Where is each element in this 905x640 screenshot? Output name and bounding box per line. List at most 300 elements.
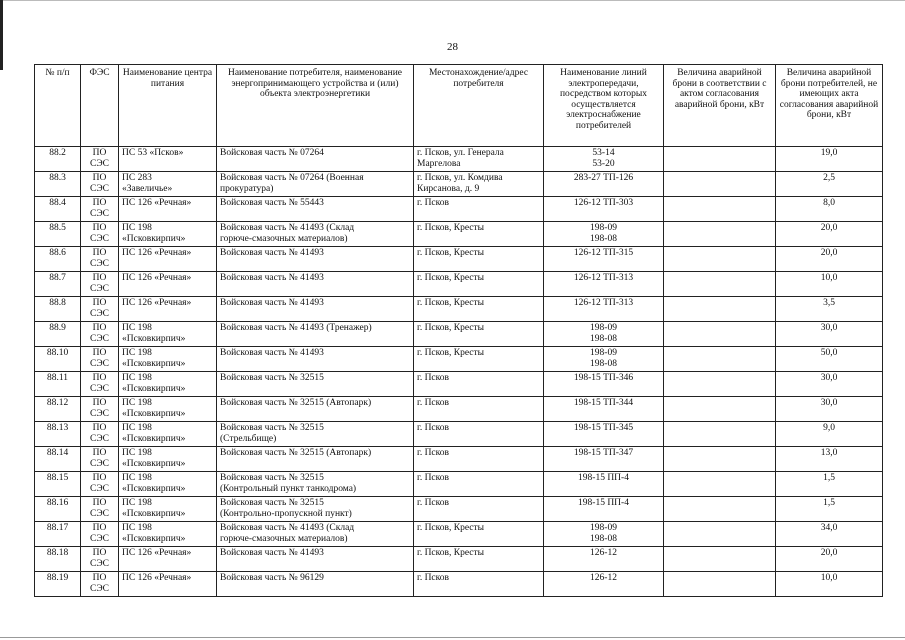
cell-num: 88.19: [35, 572, 81, 597]
cell-line: г. Псков: [417, 498, 450, 508]
cell-line: 283-27 ТП-126: [573, 173, 634, 183]
page-number: 28: [447, 41, 458, 53]
cell-line: ПС 126 «Речная»: [122, 573, 192, 583]
cell-line: «Псковкирпич»: [122, 508, 186, 519]
table-row: [35, 572, 883, 597]
cell-line: «Псковкирпич»: [122, 458, 186, 469]
cell-num: 88.13: [35, 422, 81, 447]
cell-num: 88.4: [35, 197, 81, 222]
cell-center: [119, 397, 217, 422]
scan-edge-top: [0, 0, 905, 1]
cell-consumer: [217, 497, 414, 522]
cell-line: 198-08: [590, 333, 617, 344]
cell-fes: [81, 522, 119, 547]
cell-fes: [81, 272, 119, 297]
cell-lines: [544, 372, 664, 397]
cell-line: Войсковая часть № 41493: [220, 248, 324, 258]
cell-center: [119, 472, 217, 497]
cell-location: [414, 422, 544, 447]
cell-line: СЭС: [90, 308, 109, 319]
header-reserve-with-act: Величина аварийной брони в соответствии с актом согласования аварийной брони, кВт: [664, 65, 776, 147]
table-row: [35, 297, 883, 322]
cell-location: [414, 172, 544, 197]
cell-line: г. Псков: [417, 473, 450, 483]
cell-reserve-with-act: [664, 572, 776, 597]
cell-fes: [81, 447, 119, 472]
cell-line: СЭС: [90, 358, 109, 369]
cell-reserve-with-act: [664, 547, 776, 572]
cell-line: ПО: [92, 548, 107, 558]
cell-reserve-without-act: 50,0: [776, 347, 883, 372]
cell-center: [119, 547, 217, 572]
cell-num: 88.18: [35, 547, 81, 572]
cell-line: «Завеличье»: [122, 183, 173, 194]
cell-line: (Контрольный пункт танкодрома): [220, 483, 357, 494]
cell-num: 88.11: [35, 372, 81, 397]
cell-line: 198-15 ТП-346: [573, 373, 634, 383]
cell-line: «Псковкирпич»: [122, 233, 186, 244]
cell-line: г. Псков, ул. Генерала: [417, 148, 504, 158]
cell-line: ПС 126 «Речная»: [122, 248, 192, 258]
cell-line: СЭС: [90, 408, 109, 419]
cell-location: [414, 522, 544, 547]
cell-line: ПС 198: [122, 223, 152, 233]
cell-location: [414, 497, 544, 522]
cell-center: [119, 197, 217, 222]
cell-line: 198-09: [590, 323, 617, 333]
cell-reserve-with-act: [664, 422, 776, 447]
cell-consumer: [217, 222, 414, 247]
cell-lines: [544, 397, 664, 422]
cell-consumer: [217, 172, 414, 197]
cell-reserve-with-act: [664, 222, 776, 247]
cell-fes: [81, 572, 119, 597]
cell-reserve-with-act: [664, 172, 776, 197]
cell-line: г. Псков: [417, 198, 450, 208]
cell-line: «Псковкирпич»: [122, 433, 186, 444]
cell-location: [414, 322, 544, 347]
cell-reserve-without-act: 30,0: [776, 322, 883, 347]
cell-consumer: [217, 322, 414, 347]
cell-fes: [81, 497, 119, 522]
cell-reserve-with-act: [664, 247, 776, 272]
cell-consumer: [217, 572, 414, 597]
header-location: Местонахождение/адрес потребителя: [414, 65, 544, 147]
cell-consumer: [217, 197, 414, 222]
cell-line: Войсковая часть № 32515: [220, 373, 324, 383]
cell-line: г. Псков: [417, 423, 450, 433]
cell-reserve-with-act: [664, 497, 776, 522]
cell-center: [119, 272, 217, 297]
cell-fes: [81, 422, 119, 447]
cell-line: 198-15 ТП-345: [573, 423, 634, 433]
cell-center: [119, 447, 217, 472]
cell-line: СЭС: [90, 558, 109, 569]
cell-fes: [81, 197, 119, 222]
cell-location: [414, 222, 544, 247]
cell-line: 198-15 ПП-4: [578, 498, 629, 508]
cell-num: 88.7: [35, 272, 81, 297]
cell-consumer: [217, 547, 414, 572]
cell-center: [119, 572, 217, 597]
cell-line: г. Псков, Кресты: [417, 223, 485, 233]
cell-reserve-with-act: [664, 322, 776, 347]
cell-line: СЭС: [90, 208, 109, 219]
cell-consumer: [217, 472, 414, 497]
cell-num: 88.6: [35, 247, 81, 272]
table-row: [35, 172, 883, 197]
cell-location: [414, 272, 544, 297]
table-body: [35, 147, 883, 597]
cell-center: [119, 147, 217, 172]
cell-line: СЭС: [90, 283, 109, 294]
cell-reserve-with-act: [664, 472, 776, 497]
cell-consumer: [217, 422, 414, 447]
cell-line: ПО: [92, 373, 107, 383]
cell-line: Войсковая часть № 55443: [220, 198, 324, 208]
cell-line: 126-12 ТП-303: [573, 198, 634, 208]
table-row: [35, 147, 883, 172]
cell-line: СЭС: [90, 183, 109, 194]
header-lines: Наименование линий электропередачи, посредством которых осуществляется электроснабжение потребителей: [544, 65, 664, 147]
cell-line: СЭС: [90, 383, 109, 394]
cell-center: [119, 347, 217, 372]
cell-consumer: [217, 397, 414, 422]
cell-line: прокуратура): [220, 183, 274, 194]
cell-line: ПС 198: [122, 498, 152, 508]
cell-lines: [544, 197, 664, 222]
table-row: [35, 422, 883, 447]
cell-fes: [81, 547, 119, 572]
cell-reserve-with-act: [664, 372, 776, 397]
cell-reserve-without-act: 30,0: [776, 397, 883, 422]
cell-lines: [544, 272, 664, 297]
table-row: [35, 372, 883, 397]
table-header-row: [35, 65, 883, 147]
cell-line: Войсковая часть № 96129: [220, 573, 324, 583]
cell-lines: [544, 297, 664, 322]
cell-location: [414, 297, 544, 322]
cell-consumer: [217, 147, 414, 172]
cell-reserve-without-act: 20,0: [776, 247, 883, 272]
cell-lines: [544, 422, 664, 447]
cell-line: 198-09: [590, 223, 617, 233]
cell-line: «Псковкирпич»: [122, 333, 186, 344]
cell-line: Войсковая часть № 41493 (Склад: [220, 523, 355, 533]
cell-line: ПО: [92, 298, 107, 308]
cell-consumer: [217, 372, 414, 397]
cell-reserve-with-act: [664, 147, 776, 172]
cell-line: Войсковая часть № 07264 (Военная: [220, 173, 364, 183]
cell-fes: [81, 347, 119, 372]
reserve-table: [34, 64, 883, 597]
cell-location: [414, 472, 544, 497]
cell-num: 88.12: [35, 397, 81, 422]
cell-reserve-without-act: 3,5: [776, 297, 883, 322]
cell-reserve-with-act: [664, 522, 776, 547]
cell-lines: [544, 497, 664, 522]
table-row: [35, 197, 883, 222]
cell-line: 198-09: [590, 523, 617, 533]
scan-edge-left: [0, 0, 3, 70]
cell-line: 198-15 ТП-344: [573, 398, 634, 408]
cell-line: ПО: [92, 323, 107, 333]
cell-reserve-without-act: 10,0: [776, 272, 883, 297]
cell-line: ПС 283: [122, 173, 152, 183]
cell-line: (Стрельбище): [220, 433, 277, 444]
cell-line: СЭС: [90, 333, 109, 344]
cell-line: (Контрольно-пропускной пункт): [220, 508, 352, 519]
cell-lines: [544, 322, 664, 347]
table-row: [35, 397, 883, 422]
cell-line: «Псковкирпич»: [122, 358, 186, 369]
cell-lines: [544, 447, 664, 472]
header-num: № п/п: [35, 65, 81, 147]
cell-line: ПС 198: [122, 473, 152, 483]
cell-lines: [544, 172, 664, 197]
cell-line: ПО: [92, 173, 107, 183]
cell-line: ПО: [92, 248, 107, 258]
cell-line: СЭС: [90, 483, 109, 494]
cell-line: ПС 198: [122, 398, 152, 408]
cell-line: 198-15 ТП-347: [573, 448, 634, 458]
cell-lines: [544, 147, 664, 172]
table-row: [35, 522, 883, 547]
cell-line: Войсковая часть № 41493 (Тренажер): [220, 323, 372, 333]
cell-consumer: [217, 247, 414, 272]
cell-line: ПС 53 «Псков»: [122, 148, 184, 158]
cell-location: [414, 347, 544, 372]
cell-center: [119, 372, 217, 397]
cell-consumer: [217, 347, 414, 372]
cell-lines: [544, 572, 664, 597]
cell-line: г. Псков, Кресты: [417, 323, 485, 333]
cell-center: [119, 497, 217, 522]
cell-num: 88.8: [35, 297, 81, 322]
cell-line: г. Псков: [417, 398, 450, 408]
cell-line: ПС 126 «Речная»: [122, 548, 192, 558]
cell-reserve-with-act: [664, 347, 776, 372]
cell-lines: [544, 472, 664, 497]
cell-line: горюче-смазочных материалов): [220, 233, 348, 244]
cell-fes: [81, 297, 119, 322]
cell-reserve-without-act: 8,0: [776, 197, 883, 222]
cell-line: г. Псков, ул. Комдива: [417, 173, 503, 183]
cell-line: г. Псков, Кресты: [417, 548, 485, 558]
header-fes: ФЭС: [81, 65, 119, 147]
cell-line: Войсковая часть № 41493: [220, 298, 324, 308]
cell-line: ПО: [92, 198, 107, 208]
cell-line: 126-12 ТП-315: [573, 248, 634, 258]
cell-center: [119, 322, 217, 347]
cell-line: ПО: [92, 573, 107, 583]
cell-num: 88.2: [35, 147, 81, 172]
cell-reserve-with-act: [664, 297, 776, 322]
cell-line: СЭС: [90, 533, 109, 544]
cell-reserve-without-act: 13,0: [776, 447, 883, 472]
cell-lines: [544, 547, 664, 572]
cell-line: г. Псков, Кресты: [417, 348, 485, 358]
cell-line: СЭС: [90, 233, 109, 244]
cell-line: г. Псков: [417, 448, 450, 458]
cell-line: ПО: [92, 423, 107, 433]
cell-location: [414, 547, 544, 572]
cell-line: ПО: [92, 148, 107, 158]
cell-line: 126-12: [590, 548, 617, 558]
cell-line: г. Псков, Кресты: [417, 248, 485, 258]
cell-reserve-with-act: [664, 447, 776, 472]
scan-edge-bottom: [0, 637, 905, 638]
header-consumer: Наименование потребителя, наименование энергопринимающего устройства и (или) объекта электроэнергетики: [217, 65, 414, 147]
cell-line: ПО: [92, 523, 107, 533]
cell-line: Войсковая часть № 32515 (Автопарк): [220, 398, 372, 408]
cell-line: «Псковкирпич»: [122, 483, 186, 494]
cell-reserve-without-act: 9,0: [776, 422, 883, 447]
cell-line: 198-15 ПП-4: [578, 473, 629, 483]
cell-line: г. Псков: [417, 373, 450, 383]
cell-line: Войсковая часть № 41493: [220, 548, 324, 558]
cell-line: Войсковая часть № 32515 (Автопарк): [220, 448, 372, 458]
table-row: [35, 472, 883, 497]
cell-num: 88.3: [35, 172, 81, 197]
cell-line: Войсковая часть № 32515: [220, 498, 324, 508]
cell-location: [414, 447, 544, 472]
cell-location: [414, 247, 544, 272]
cell-line: СЭС: [90, 433, 109, 444]
cell-line: 126-12 ТП-313: [573, 273, 634, 283]
cell-fes: [81, 472, 119, 497]
cell-reserve-with-act: [664, 272, 776, 297]
cell-lines: [544, 247, 664, 272]
cell-reserve-without-act: 20,0: [776, 222, 883, 247]
cell-line: ПС 198: [122, 523, 152, 533]
table-row: [35, 247, 883, 272]
cell-line: СЭС: [90, 583, 109, 594]
cell-center: [119, 222, 217, 247]
cell-fes: [81, 222, 119, 247]
cell-line: 126-12 ТП-313: [573, 298, 634, 308]
cell-reserve-without-act: 2,5: [776, 172, 883, 197]
cell-line: ПО: [92, 273, 107, 283]
cell-location: [414, 147, 544, 172]
cell-consumer: [217, 522, 414, 547]
cell-line: Войсковая часть № 41493 (Склад: [220, 223, 355, 233]
cell-reserve-without-act: 1,5: [776, 472, 883, 497]
cell-location: [414, 572, 544, 597]
cell-num: 88.5: [35, 222, 81, 247]
header-reserve-without-act: Величина аварийной брони потребителей, не имеющих акта согласования аварийной брони, кВт: [776, 65, 883, 147]
cell-line: «Псковкирпич»: [122, 383, 186, 394]
cell-consumer: [217, 272, 414, 297]
cell-line: ПС 198: [122, 348, 152, 358]
cell-line: ПС 126 «Речная»: [122, 298, 192, 308]
cell-num: 88.17: [35, 522, 81, 547]
cell-fes: [81, 372, 119, 397]
cell-fes: [81, 397, 119, 422]
table-row: [35, 547, 883, 572]
cell-line: ПО: [92, 348, 107, 358]
cell-lines: [544, 347, 664, 372]
header-center: Наименование центра питания: [119, 65, 217, 147]
cell-num: 88.16: [35, 497, 81, 522]
cell-line: ПС 198: [122, 423, 152, 433]
cell-line: ПС 198: [122, 373, 152, 383]
cell-line: Войсковая часть № 32515: [220, 423, 324, 433]
cell-line: ПС 198: [122, 323, 152, 333]
cell-reserve-with-act: [664, 397, 776, 422]
cell-line: ПС 126 «Речная»: [122, 273, 192, 283]
cell-fes: [81, 322, 119, 347]
cell-line: горюче-смазочных материалов): [220, 533, 348, 544]
cell-reserve-with-act: [664, 197, 776, 222]
cell-line: 53-20: [592, 158, 615, 169]
table-row: [35, 322, 883, 347]
cell-line: СЭС: [90, 158, 109, 169]
cell-line: 198-08: [590, 533, 617, 544]
cell-line: Маргелова: [417, 158, 461, 169]
cell-location: [414, 372, 544, 397]
cell-reserve-without-act: 20,0: [776, 547, 883, 572]
cell-lines: [544, 522, 664, 547]
cell-center: [119, 247, 217, 272]
cell-line: «Псковкирпич»: [122, 533, 186, 544]
cell-consumer: [217, 297, 414, 322]
cell-center: [119, 297, 217, 322]
cell-line: Кирсанова, д. 9: [417, 183, 480, 194]
table-row: [35, 447, 883, 472]
cell-num: 88.15: [35, 472, 81, 497]
cell-line: СЭС: [90, 258, 109, 269]
cell-consumer: [217, 447, 414, 472]
cell-center: [119, 522, 217, 547]
cell-num: 88.9: [35, 322, 81, 347]
cell-fes: [81, 247, 119, 272]
cell-line: 198-08: [590, 358, 617, 369]
cell-line: «Псковкирпич»: [122, 408, 186, 419]
cell-line: 126-12: [590, 573, 617, 583]
cell-line: г. Псков, Кресты: [417, 273, 485, 283]
cell-line: г. Псков: [417, 573, 450, 583]
cell-line: 198-09: [590, 348, 617, 358]
cell-reserve-without-act: 30,0: [776, 372, 883, 397]
cell-line: ПО: [92, 448, 107, 458]
cell-line: ПО: [92, 498, 107, 508]
cell-line: СЭС: [90, 458, 109, 469]
cell-line: г. Псков, Кресты: [417, 523, 485, 533]
cell-line: 53-14: [592, 148, 615, 158]
cell-reserve-without-act: 34,0: [776, 522, 883, 547]
cell-line: Войсковая часть № 41493: [220, 348, 324, 358]
cell-line: ПО: [92, 473, 107, 483]
table-row: [35, 497, 883, 522]
cell-location: [414, 197, 544, 222]
cell-line: г. Псков, Кресты: [417, 298, 485, 308]
cell-line: 198-08: [590, 233, 617, 244]
cell-line: ПС 198: [122, 448, 152, 458]
cell-fes: [81, 147, 119, 172]
cell-location: [414, 397, 544, 422]
cell-reserve-without-act: 1,5: [776, 497, 883, 522]
cell-line: ПС 126 «Речная»: [122, 198, 192, 208]
cell-line: Войсковая часть № 07264: [220, 148, 324, 158]
cell-lines: [544, 222, 664, 247]
table-row: [35, 272, 883, 297]
cell-num: 88.10: [35, 347, 81, 372]
table-row: [35, 347, 883, 372]
cell-line: Войсковая часть № 41493: [220, 273, 324, 283]
cell-reserve-without-act: 19,0: [776, 147, 883, 172]
cell-num: 88.14: [35, 447, 81, 472]
